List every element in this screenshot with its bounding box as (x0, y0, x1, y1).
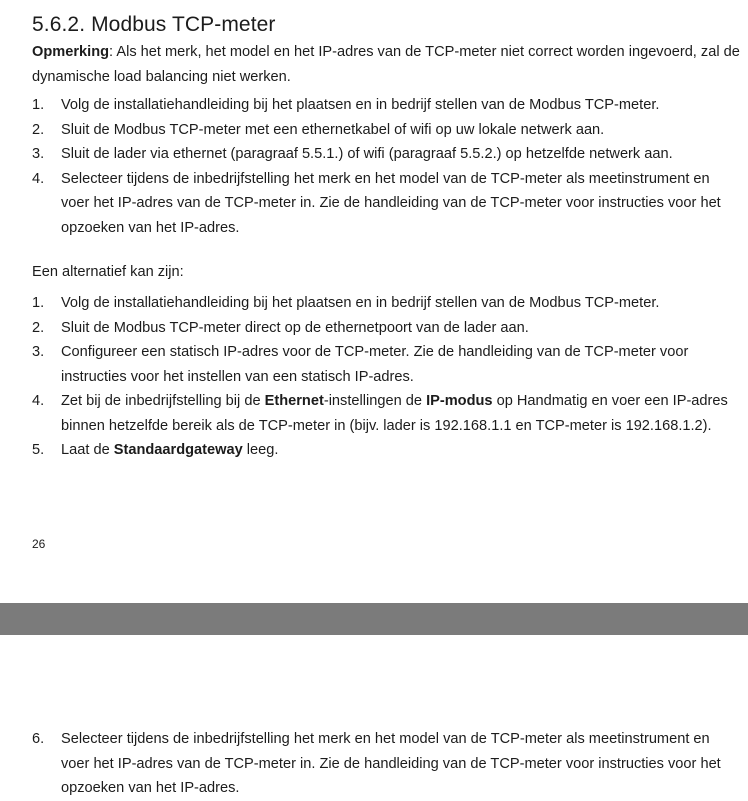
note-label: Opmerking (32, 44, 110, 60)
list-item-number: 4. (32, 170, 45, 187)
page-number: 26 (32, 537, 46, 551)
page-separator (0, 603, 748, 635)
list-item-text: Selecteer tijdens de inbedrijfstelling het merk en het model van de TCP-meter als meetinstrument en voer het IP-adres van de TCP-meter in. Zie de handleiding van de TCP-meter voor instructies voor het opzoeken van het IP-adres. (61, 731, 721, 796)
list-item-number: 1. (32, 295, 45, 311)
list-item (32, 142, 732, 167)
document-page-27 (0, 635, 748, 800)
list-item (32, 340, 732, 389)
list-item-number: 2. (32, 121, 45, 138)
list-item (32, 167, 732, 241)
list-item-text-part: leeg. (242, 442, 279, 458)
list-item-text: Selecteer tijdens de inbedrijfstelling het merk en het model van de TCP-meter als meetinstrument en voer het IP-adres van de TCP-meter in. Zie de handleiding van de TCP-meter voor instructies voor het opzoeken van het IP-adres. (61, 170, 721, 236)
list-item-text-part: Zet bij de inbedrijfstelling bij de (61, 393, 265, 409)
steps-list-primary (32, 93, 732, 240)
list-item-number: 3. (32, 344, 45, 360)
list-item (32, 118, 732, 143)
list-item-text: Sluit de lader via ethernet (paragraaf 5.5.1.) of wifi (paragraaf 5.5.2.) op hetzelfde netwerk aan. (61, 146, 673, 162)
list-item (32, 316, 732, 341)
list-item-text-part: Laat de (61, 442, 114, 458)
list-item (32, 291, 732, 316)
list-item-text: Volg de installatiehandleiding bij het plaatsen en in bedrijf stellen van de Modbus TCP-meter. (61, 97, 660, 113)
list-item (32, 389, 732, 438)
steps-list-continued (32, 727, 732, 801)
steps-list-alternative (32, 291, 732, 463)
list-item-text: Configureer een statisch IP-adres voor de TCP-meter. Zie de handleiding van de TCP-meter voor instructies voor het instellen van een statisch IP-adres. (61, 344, 689, 385)
default-gateway-term: Standaardgateway (113, 442, 243, 458)
list-item-number: 6. (32, 731, 45, 747)
list-item-number: 5. (32, 442, 45, 458)
list-item (32, 438, 732, 463)
list-item-number: 2. (32, 319, 45, 336)
note-text: : Als het merk, het model en het IP-adres van de TCP-meter niet correct worden ingevoerd, zal de dynamische load balancing niet werken. (32, 44, 740, 85)
ip-mode-term: IP-modus (426, 393, 493, 409)
list-item-number: 1. (32, 97, 45, 113)
ethernet-term: Ethernet (264, 393, 324, 409)
list-item (32, 93, 732, 118)
list-item-number: 4. (32, 393, 45, 409)
section-title: 5.6.2. Modbus TCP-meter (32, 13, 276, 36)
list-item-text: Volg de installatiehandleiding bij het plaatsen en in bedrijf stellen van de Modbus TCP-meter. (61, 295, 660, 311)
list-item-text-part: op Handmatig en voer een IP-adres binnen hetzelfde bereik als de TCP-meter in (bijv. lader is 192.168.1.1 en TCP-meter is 192.168.1.2). (61, 393, 728, 434)
alternative-intro: Een alternatief kan zijn: (32, 264, 184, 280)
note-paragraph (32, 40, 744, 89)
list-item-text: Sluit de Modbus TCP-meter direct op de ethernetpoort van de lader aan. (61, 319, 529, 336)
list-item-text-part: -instellingen de (323, 393, 427, 409)
list-item (32, 727, 732, 801)
list-item-number: 3. (32, 146, 45, 162)
list-item-text: Sluit de Modbus TCP-meter met een ethernetkabel of wifi op uw lokale netwerk aan. (61, 121, 605, 138)
